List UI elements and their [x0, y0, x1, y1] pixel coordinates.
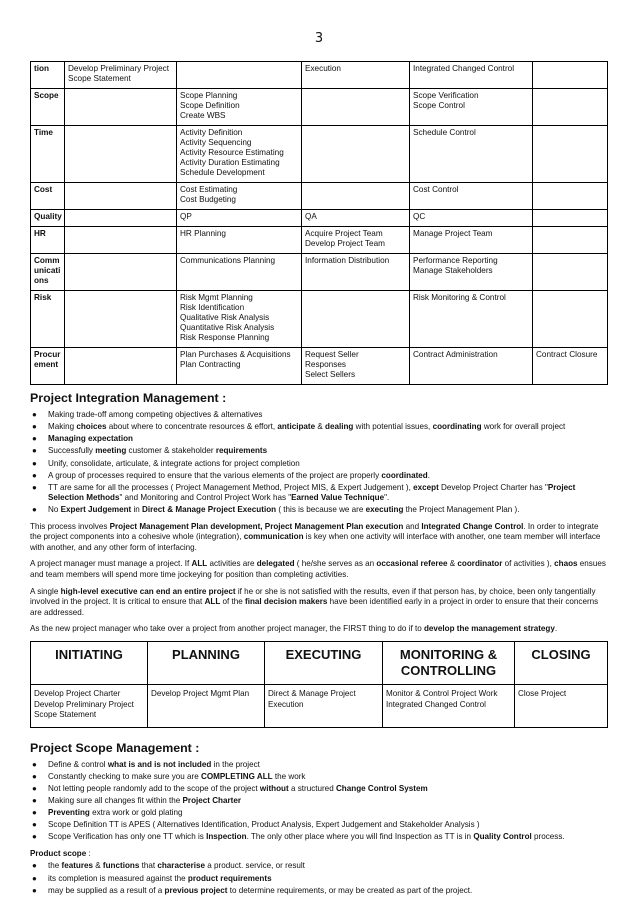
text-run: . In order to integrate the project components into a cohesive whole (integration),	[30, 521, 599, 542]
bold-text: COMPLETING ALL	[200, 771, 273, 781]
ka-cell-line: Activity Sequencing	[180, 138, 252, 147]
text-run: ".	[384, 493, 390, 503]
ka-cell	[65, 89, 177, 126]
text-run: in the project	[211, 759, 260, 769]
bold-text: coordinated	[381, 470, 428, 480]
text-run: Constantly checking to make sure you are	[48, 771, 201, 781]
bold-text: ALL	[204, 597, 221, 607]
bullet-item	[30, 459, 607, 470]
ka-cell	[533, 291, 608, 348]
text-run: activities are	[207, 559, 257, 569]
product-scope-label: Product scope	[30, 848, 87, 858]
bullet-icon: ●	[32, 796, 37, 806]
bullet-item	[30, 820, 607, 831]
phase-header: INITIATING	[31, 641, 148, 685]
text-run: of the	[220, 597, 246, 607]
ka-cell-line: Schedule Development	[180, 168, 265, 177]
text-run: the	[48, 861, 62, 871]
bold-text: Direct & Manage Project Execution	[142, 505, 277, 515]
ka-cell-line: Integrated Changed Control	[413, 64, 515, 73]
ka-cell-line: QP	[180, 212, 192, 221]
ka-cell-line: Qualitative Risk Analysis	[180, 313, 270, 322]
knowledge-area-table	[30, 61, 608, 385]
integration-bullet-list	[30, 410, 607, 516]
main-content	[30, 390, 607, 902]
ka-area-line: ement	[34, 360, 59, 369]
bullet-item	[30, 861, 607, 872]
bullet-icon: ●	[32, 832, 37, 842]
ka-area-line: unicati	[34, 266, 61, 275]
text-run: if he or she is not satisfied with the results, even if that person has, by choice, been only tangentially involved in the project. It is critical to ensure that	[30, 586, 596, 607]
ka-cell	[533, 89, 608, 126]
ka-cell-line: Risk Mgmt Planning	[180, 293, 253, 302]
bullet-item	[30, 784, 607, 795]
paragraph	[30, 522, 607, 554]
text-run: Successfully	[48, 446, 96, 456]
bold-text: Project Charter	[182, 796, 241, 806]
ka-cell-line: Execution	[305, 64, 341, 73]
text-run: A project manager must manage a project. If	[30, 559, 192, 569]
ka-cell-line: Cost Control	[413, 185, 459, 194]
phase-cell	[515, 685, 608, 728]
bullet-icon: ●	[32, 808, 37, 818]
ka-cell	[533, 210, 608, 227]
ka-cell-line: Activity Duration Estimating	[180, 158, 280, 167]
ka-cell	[533, 183, 608, 210]
bold-text: coordinator	[457, 559, 503, 569]
text-run: a product. service, or result	[205, 861, 305, 871]
ka-row	[31, 126, 608, 183]
ka-area-line: Quality	[34, 212, 62, 221]
ka-row	[31, 89, 608, 126]
ka-area	[31, 183, 65, 210]
text-run: Making sure all changes fit within the	[48, 796, 183, 806]
bullet-item	[30, 886, 607, 897]
ka-cell	[65, 126, 177, 183]
paragraph	[30, 624, 607, 635]
text-run: ensues and team members will spend more time jockeying for position than completing activities.	[30, 559, 606, 579]
text-run: &	[447, 559, 458, 569]
ka-cell-line: Manage Stakeholders	[413, 266, 493, 275]
bullet-item	[30, 874, 607, 885]
ka-cell-line: Quantitative Risk Analysis	[180, 323, 275, 332]
text-run: TT are same for all the processes ( Project Management Method, Project MIS, & Expert Judgement ),	[48, 482, 414, 492]
bullet-item	[30, 483, 607, 504]
text-run: This process involves	[30, 521, 110, 531]
ka-cell	[65, 227, 177, 254]
ka-cell	[65, 254, 177, 291]
product-scope-bullet-list	[30, 861, 607, 896]
phase-cell	[383, 685, 515, 728]
bold-text: coordinating	[432, 422, 482, 432]
ka-cell-line: HR Planning	[180, 229, 226, 238]
bold-text: characterise	[157, 861, 206, 871]
ka-row	[31, 348, 608, 385]
ka-row	[31, 254, 608, 291]
text-run: .	[427, 470, 430, 480]
bold-text: Quality Control	[473, 832, 532, 842]
ka-cell	[302, 126, 410, 183]
bullet-item	[30, 434, 607, 445]
ka-cell	[410, 183, 533, 210]
ka-area	[31, 62, 65, 89]
ka-row	[31, 210, 608, 227]
bullet-icon: ●	[32, 771, 37, 781]
paragraph	[30, 559, 607, 580]
ka-area-line: Time	[34, 128, 53, 137]
text-run: A group of processes required to ensure that the various elements of the project are properly	[48, 470, 382, 480]
phase-cell	[31, 685, 148, 728]
ka-cell-line: Performance Reporting	[413, 256, 498, 265]
ka-cell	[410, 348, 533, 385]
phase-cell-line: Develop Project Mgmt Plan	[151, 689, 250, 699]
bold-text: Earned Value Technique	[291, 493, 385, 503]
ka-area	[31, 89, 65, 126]
ka-cell-line: Responses	[305, 360, 346, 369]
text-run: a structured	[288, 783, 336, 793]
bold-text: functions	[102, 861, 140, 871]
text-run: is key when one activity will interface with another, one team member will interface with another, and any other form of interfacing.	[30, 532, 601, 552]
phase-cell-line: Execution	[268, 699, 304, 709]
phase-cell-line: Develop Project Charter	[34, 689, 121, 699]
text-run: the Project Management Plan ).	[403, 505, 520, 515]
bold-text: develop the management strategy	[423, 624, 555, 634]
text-run: Scope Verification has only one TT which is	[48, 832, 207, 842]
bold-text: executing	[365, 505, 404, 515]
text-run: Making trade-off among competing objectives & alternatives	[48, 410, 263, 420]
bold-text: requirements	[215, 446, 268, 456]
bullet-icon: ●	[32, 434, 37, 444]
ka-cell-line: Contract Administration	[413, 350, 498, 359]
page-number: 3	[314, 31, 324, 46]
ka-cell-line: Activity Definition	[180, 128, 243, 137]
phase-header: MONITORING & CONTROLLING	[383, 641, 515, 685]
ka-row	[31, 62, 608, 89]
bullet-icon: ●	[32, 470, 37, 480]
bullet-item	[30, 760, 607, 771]
text-run: Define & control	[48, 759, 108, 769]
bullet-icon: ●	[32, 505, 37, 515]
bold-text: chaos	[554, 559, 578, 569]
ka-area	[31, 227, 65, 254]
phase-cell-line: Close Project	[518, 689, 567, 699]
bullet-icon: ●	[32, 458, 37, 468]
text-run: .	[554, 624, 558, 634]
text-run: " and Monitoring and Control Project Work has "	[119, 493, 292, 503]
bold-text: Integrated Change Control	[421, 521, 524, 531]
ka-cell	[410, 126, 533, 183]
bullet-icon: ●	[32, 885, 37, 895]
bullet-icon: ●	[32, 861, 37, 871]
text-run: of activities ),	[502, 559, 555, 569]
text-run: As the new project manager who take over a project from another project manager, the FIRST thing to do if to	[30, 624, 424, 634]
bullet-icon: ●	[32, 759, 37, 769]
text-run: Not letting people randomly add to the scope of the project	[48, 783, 260, 793]
ka-cell	[177, 126, 302, 183]
ka-cell-line: Create WBS	[180, 111, 226, 120]
ka-cell	[302, 254, 410, 291]
bullet-icon: ●	[32, 783, 37, 793]
ka-cell-line: Risk Identification	[180, 303, 245, 312]
bullet-item	[30, 772, 607, 783]
scope-heading: Project Scope Management :	[30, 740, 200, 755]
bold-text: Managing expectation	[48, 434, 133, 444]
text-run: and	[403, 521, 422, 531]
ka-cell	[302, 62, 410, 89]
text-run: may be supplied as a result of a	[48, 885, 165, 895]
ka-cell-line: Plan Purchases & Acquisitions	[180, 350, 291, 359]
text-run: to determine requirements, or may be created as part of the project.	[227, 885, 473, 895]
ka-cell	[302, 227, 410, 254]
integration-heading: Project Integration Management :	[30, 391, 227, 405]
ka-area-line: ons	[34, 276, 49, 285]
ka-cell-line: Request Seller	[305, 350, 359, 359]
ka-cell	[177, 227, 302, 254]
text-run: Unify, consolidate, articulate, & integrate actions for project completion	[48, 458, 300, 468]
phase-cell-line: Develop Preliminary Project	[34, 699, 134, 709]
ka-cell	[410, 227, 533, 254]
ka-cell-line: Cost Budgeting	[180, 195, 236, 204]
bold-text: without	[259, 783, 289, 793]
text-run: ( this is because we are	[276, 505, 366, 515]
ka-area-line: Cost	[34, 185, 53, 194]
bullet-item	[30, 410, 607, 421]
bullet-icon: ●	[32, 482, 37, 492]
ka-cell-line: QA	[305, 212, 317, 221]
ka-area-line: HR	[34, 229, 46, 238]
ka-cell	[177, 183, 302, 210]
ka-area-line: tion	[34, 64, 50, 73]
bullet-icon: ●	[32, 410, 37, 420]
ka-cell	[65, 62, 177, 89]
bullet-item	[30, 422, 607, 433]
ka-cell-line: Scope Control	[413, 101, 465, 110]
bullet-item	[30, 446, 607, 457]
bold-text: Change Control System	[335, 783, 428, 793]
ka-area	[31, 126, 65, 183]
phase-cell	[148, 685, 265, 728]
bullet-item	[30, 471, 607, 482]
bold-text: product requirements	[187, 873, 272, 883]
ka-cell	[177, 254, 302, 291]
ka-cell-line: Select Sellers	[305, 370, 356, 379]
ka-cell	[65, 291, 177, 348]
bold-text: except	[413, 482, 439, 492]
process-group-table	[30, 641, 608, 728]
ka-cell-line: Risk Response Planning	[180, 333, 270, 342]
text-run: customer & stakeholder	[126, 446, 216, 456]
phase-header: CLOSING	[515, 641, 608, 685]
ka-cell-line: Cost Estimating	[180, 185, 238, 194]
text-run: extra work or gold plating	[89, 808, 183, 818]
text-run: its completion is measured against the	[48, 873, 188, 883]
bold-text: anticipate	[277, 422, 316, 432]
bullet-icon: ●	[32, 446, 37, 456]
ka-cell-line: Risk Monitoring & Control	[413, 293, 506, 302]
ka-cell	[65, 348, 177, 385]
ka-cell-line: Scope Planning	[180, 91, 238, 100]
ka-cell	[533, 126, 608, 183]
ka-cell	[177, 210, 302, 227]
ka-cell	[65, 210, 177, 227]
ka-cell-line: Manage Project Team	[413, 229, 493, 238]
ka-row	[31, 227, 608, 254]
ka-cell	[302, 183, 410, 210]
scope-bullet-list	[30, 760, 607, 843]
paragraph	[30, 587, 607, 619]
bullet-item	[30, 505, 607, 516]
ka-cell	[302, 291, 410, 348]
ka-cell	[177, 89, 302, 126]
text-run: with potential issues,	[353, 422, 433, 432]
phase-cell-line: Integrated Changed Control	[386, 699, 486, 709]
phase-header: PLANNING	[148, 641, 265, 685]
bold-text: delegated	[256, 559, 295, 569]
ka-cell	[302, 348, 410, 385]
text-run: A single	[30, 586, 61, 596]
ka-cell	[302, 210, 410, 227]
phase-cell-line: Direct & Manage Project	[268, 689, 356, 699]
ka-cell-line: Develop Preliminary Project	[68, 64, 170, 73]
text-run: work for overall project	[481, 422, 566, 432]
bold-text: high-level executive can end an entire project	[60, 586, 236, 596]
text-run: &	[93, 861, 103, 871]
ka-cell-line: Acquire Project Team	[305, 229, 383, 238]
text-run: Scope Definition TT is APES ( Alternatives Identification, Product Analysis, Expert Judgement and Stakeholder Analysis )	[48, 820, 480, 830]
text-run: Making	[48, 422, 77, 432]
bold-text: Preventing	[48, 808, 90, 818]
bold-text: Project Selection Methods	[48, 482, 576, 503]
bold-text: meeting	[95, 446, 127, 456]
text-run: process.	[531, 832, 565, 842]
bullet-item	[30, 808, 607, 819]
ka-cell	[177, 62, 302, 89]
ka-cell	[533, 227, 608, 254]
ka-cell	[410, 210, 533, 227]
integration-paragraphs	[30, 522, 607, 635]
ka-cell-line: Scope Definition	[180, 101, 240, 110]
ka-cell-line: Schedule Control	[413, 128, 476, 137]
bold-text: what is and is not included	[107, 759, 212, 769]
ka-area-line: Scope	[34, 91, 59, 100]
bold-text: dealing	[325, 422, 354, 432]
ka-cell-line: Information Distribution	[305, 256, 390, 265]
bullet-item	[30, 796, 607, 807]
ka-cell	[302, 89, 410, 126]
ka-area-line: Comm	[34, 256, 60, 265]
product-scope-label-line	[30, 849, 607, 860]
text-run: Develop Project Charter has "	[438, 482, 548, 492]
ka-cell-line: Plan Contracting	[180, 360, 241, 369]
ka-area-line: Risk	[34, 293, 52, 302]
ka-area	[31, 291, 65, 348]
ka-row	[31, 291, 608, 348]
text-run: &	[315, 422, 326, 432]
text-run: have been identified early in a project in order to ensure that their concerns are addressed.	[30, 597, 599, 617]
ka-cell	[533, 348, 608, 385]
bullet-item	[30, 832, 607, 843]
bold-text: Inspection	[206, 832, 247, 842]
ka-cell-line: Activity Resource Estimating	[180, 148, 284, 157]
bullet-icon: ●	[32, 422, 37, 432]
ka-cell	[177, 291, 302, 348]
phase-cell-line: Scope Statement	[34, 710, 97, 720]
ka-cell	[533, 254, 608, 291]
ka-cell-line: Contract Closure	[536, 350, 598, 359]
phase-cell-line: Monitor & Control Project Work	[386, 689, 498, 699]
bullet-icon: ●	[32, 820, 37, 830]
phase-header: EXECUTING	[265, 641, 383, 685]
ka-cell-line: QC	[413, 212, 426, 221]
text-run: that	[139, 861, 158, 871]
bold-text: occasional referee	[376, 559, 448, 569]
ka-area-line: Procur	[34, 350, 61, 359]
text-run: about where to concentrate resources & effort,	[106, 422, 278, 432]
ka-cell	[410, 89, 533, 126]
ka-cell-line: Scope Verification	[413, 91, 479, 100]
bullet-icon: ●	[32, 873, 37, 883]
bold-text: ALL	[191, 559, 208, 569]
ka-cell	[410, 254, 533, 291]
ka-cell-line: Scope Statement	[68, 74, 131, 83]
ka-cell-line: Develop Project Team	[305, 239, 385, 248]
ka-cell	[65, 183, 177, 210]
ka-cell	[533, 62, 608, 89]
bold-text: final decision makers	[245, 597, 328, 607]
bold-text: choices	[76, 422, 107, 432]
text-run: the work	[272, 771, 306, 781]
ka-cell	[410, 62, 533, 89]
bold-text: features	[61, 861, 94, 871]
ka-area	[31, 210, 65, 227]
product-scope-colon: :	[86, 848, 91, 858]
bold-text: Expert Judgement	[60, 505, 132, 515]
ka-cell	[410, 291, 533, 348]
ka-area	[31, 348, 65, 385]
text-run: ( he/she serves as an	[294, 559, 377, 569]
text-run: No	[48, 505, 61, 515]
ka-cell	[177, 348, 302, 385]
bold-text: Project Management Plan development, Project Management Plan execution	[109, 521, 404, 531]
ka-cell-line: Communications Planning	[180, 256, 276, 265]
bold-text: previous project	[164, 885, 228, 895]
ka-area	[31, 254, 65, 291]
text-run: . The only other place where you will find Inspection as TT is in	[246, 832, 474, 842]
text-run: in	[131, 505, 143, 515]
bold-text: communication	[243, 532, 304, 542]
phase-cell	[265, 685, 383, 728]
ka-row	[31, 183, 608, 210]
